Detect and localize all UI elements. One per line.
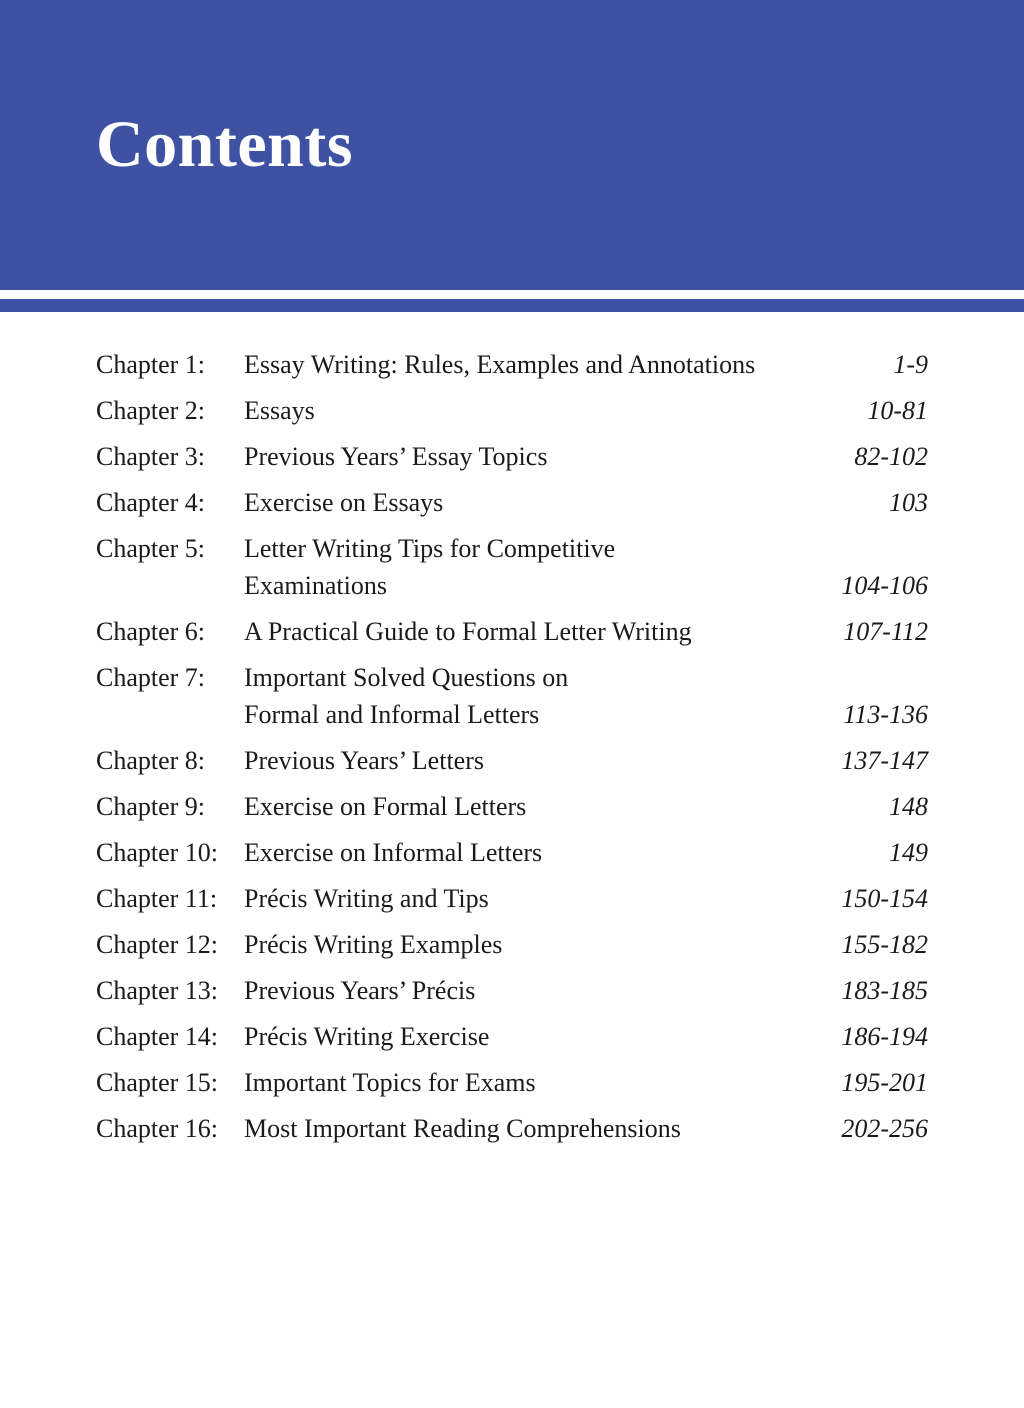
toc-chapter-title	[244, 1018, 829, 1055]
toc-title-line: Examinations	[244, 571, 387, 600]
toc-chapter-title	[244, 926, 829, 963]
toc-page-range: 150-154	[841, 884, 928, 913]
toc-title-line: Essays	[244, 396, 315, 425]
toc-entry	[96, 926, 928, 963]
toc-entry	[96, 742, 928, 779]
toc-chapter-title	[244, 659, 831, 733]
toc-chapter-title	[244, 438, 842, 475]
toc-chapter-label: Chapter 1:	[96, 350, 206, 379]
toc-chapter-title	[244, 788, 877, 825]
toc-entry	[96, 788, 928, 825]
toc-chapter-label: Chapter 3:	[96, 442, 206, 471]
toc-chapter-label: Chapter 8:	[96, 746, 206, 775]
toc-entry	[96, 392, 928, 429]
toc-entry	[96, 972, 928, 1009]
toc-title-line: Important Topics for Exams	[244, 1068, 536, 1097]
toc-chapter-title	[244, 834, 877, 871]
toc-title-line: Précis Writing and Tips	[244, 884, 489, 913]
toc-page-range: 149	[889, 838, 928, 867]
toc-chapter-title	[244, 1110, 829, 1147]
toc-page-range: 10-81	[867, 396, 928, 425]
toc-page-range: 107-112	[843, 617, 928, 646]
toc-page-range: 148	[889, 792, 928, 821]
toc-entry	[96, 1064, 928, 1101]
toc-chapter-label: Chapter 11:	[96, 884, 218, 913]
toc-chapter-title	[244, 880, 829, 917]
table-of-contents	[96, 346, 928, 1156]
toc-title-line: Important Solved Questions on	[244, 663, 569, 692]
toc-title-line: Exercise on Informal Letters	[244, 838, 543, 867]
toc-page-range: 195-201	[841, 1068, 928, 1097]
toc-page-range: 186-194	[841, 1022, 928, 1051]
toc-chapter-label: Chapter 2:	[96, 396, 206, 425]
toc-chapter-label: Chapter 13:	[96, 976, 219, 1005]
toc-page-range: 183-185	[841, 976, 928, 1005]
toc-title-line: Formal and Informal Letters	[244, 700, 540, 729]
page-title: Contents	[96, 108, 354, 181]
toc-entry	[96, 834, 928, 871]
toc-chapter-label: Chapter 14:	[96, 1022, 219, 1051]
toc-page-range: 103	[889, 488, 928, 517]
toc-chapter-label: Chapter 15:	[96, 1068, 219, 1097]
toc-page-range: 1-9	[893, 350, 928, 379]
toc-chapter-label: Chapter 12:	[96, 930, 219, 959]
toc-title-line: Essay Writing: Rules, Examples and Annotations	[244, 350, 756, 379]
toc-chapter-title	[244, 972, 829, 1009]
toc-title-line: Exercise on Essays	[244, 488, 444, 517]
toc-chapter-title	[244, 1064, 829, 1101]
toc-chapter-title	[244, 742, 829, 779]
toc-entry	[96, 1110, 928, 1147]
toc-chapter-title	[244, 613, 831, 650]
toc-title-line: Exercise on Formal Letters	[244, 792, 527, 821]
toc-chapter-title	[244, 530, 829, 604]
toc-page-range: 202-256	[841, 1114, 928, 1143]
toc-page-range: 155-182	[841, 930, 928, 959]
toc-chapter-title	[244, 346, 881, 383]
toc-title-line: Précis Writing Examples	[244, 930, 503, 959]
toc-chapter-title	[244, 484, 877, 521]
toc-page-range: 104-106	[841, 571, 928, 600]
toc-entry	[96, 530, 928, 604]
toc-title-line: Previous Years’ Essay Topics	[244, 442, 548, 471]
toc-chapter-title	[244, 392, 855, 429]
toc-title-line: Letter Writing Tips for Competitive	[244, 534, 616, 563]
toc-entry	[96, 659, 928, 733]
toc-chapter-label: Chapter 6:	[96, 617, 206, 646]
toc-chapter-label: Chapter 5:	[96, 534, 206, 563]
toc-page-range: 113-136	[843, 700, 928, 729]
toc-title-line: A Practical Guide to Formal Letter Writing	[244, 617, 692, 646]
toc-entry	[96, 346, 928, 383]
toc-page-range: 82-102	[854, 442, 928, 471]
toc-title-line: Most Important Reading Comprehensions	[244, 1114, 681, 1143]
toc-entry	[96, 613, 928, 650]
toc-title-line: Previous Years’ Letters	[244, 746, 484, 775]
toc-entry	[96, 484, 928, 521]
header-divider-stripe	[0, 299, 1024, 312]
toc-entry	[96, 438, 928, 475]
toc-page-range: 137-147	[841, 746, 928, 775]
toc-chapter-label: Chapter 10:	[96, 838, 219, 867]
toc-entry	[96, 880, 928, 917]
toc-title-line: Précis Writing Exercise	[244, 1022, 490, 1051]
toc-entry	[96, 1018, 928, 1055]
toc-chapter-label: Chapter 7:	[96, 663, 206, 692]
toc-chapter-label: Chapter 9:	[96, 792, 206, 821]
toc-title-line: Previous Years’ Précis	[244, 976, 476, 1005]
toc-chapter-label: Chapter 16:	[96, 1114, 219, 1143]
toc-chapter-label: Chapter 4:	[96, 488, 206, 517]
